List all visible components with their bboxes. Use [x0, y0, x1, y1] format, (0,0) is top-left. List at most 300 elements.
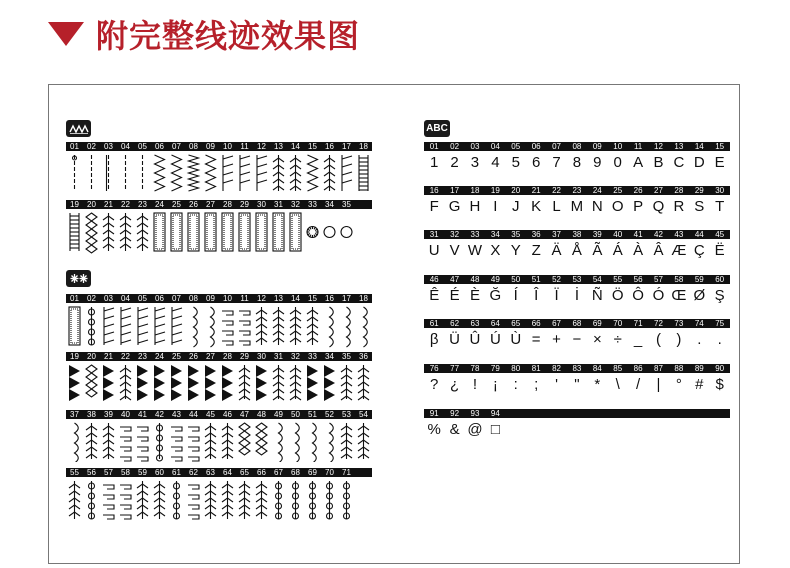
vine-stitch-icon	[287, 304, 304, 348]
alphabet-row-4-char-4: Ğ	[489, 286, 502, 304]
alphabet-row-3-number-42: 42	[654, 230, 663, 239]
alphabet-row-7-chars	[424, 418, 506, 440]
alphabet-row-1-char-8: 8	[572, 153, 582, 171]
utility-row-1-number-10: 10	[223, 142, 232, 151]
alphabet-row-1-char-7: 7	[552, 153, 561, 171]
utility-row-1-number-01: 01	[70, 142, 79, 151]
decorative-row-2-number-31: 31	[274, 352, 283, 361]
straight-stitch-icon	[134, 152, 151, 194]
utility-row-1-number-15: 15	[308, 142, 317, 151]
alphabet-row-2-char-14: S	[694, 197, 705, 215]
alphabet-row-2-char-11: P	[633, 197, 644, 215]
greek-key-stitch-icon	[219, 304, 236, 348]
alphabet-row-7-char-2: &	[449, 420, 460, 438]
alphabet-row-5-char-12: (	[655, 330, 661, 348]
utility-row-2-number-34: 34	[325, 200, 334, 209]
alphabet-row-5-number-71: 71	[633, 319, 643, 328]
decorative-row-3-number-51: 51	[308, 410, 317, 419]
alphabet-row-6-char-12: |	[656, 375, 661, 393]
decorative-row-1-number-17: 17	[342, 294, 351, 303]
alphabet-row-1-number-05: 05	[511, 142, 521, 151]
alphabet-row-3-char-8: Å	[571, 241, 582, 259]
alphabet-row-3-char-10: Á	[612, 241, 623, 259]
chevron-stitch-icon	[355, 362, 372, 402]
alphabet-row-3-number-41: 41	[633, 230, 643, 239]
alphabet-row-2-char-2: G	[448, 197, 461, 215]
alphabet-row-5-char-2: Ü	[449, 330, 460, 348]
alphabet-row-1-char-6: 6	[531, 153, 541, 171]
decorative-row-4-number-59: 59	[138, 468, 147, 477]
utility-row-1-number-07: 07	[172, 142, 181, 151]
alphabet-row-5-number-67: 67	[552, 319, 561, 328]
alphabet-row-4-number-59: 59	[694, 275, 704, 284]
alphabet-row-2-char-1: F	[429, 197, 439, 215]
alphabet-row-6-char-1: ?	[430, 375, 439, 393]
alphabet-row-1-number-15: 15	[715, 142, 725, 151]
utility-row-2-number-35: 35	[342, 200, 351, 209]
alphabet-row-4-char-15: Ş	[714, 286, 725, 304]
alphabet-row-6-chars	[424, 373, 730, 395]
alphabet-row-1-char-15: E	[714, 153, 725, 171]
decorative-row-2-number-28: 28	[223, 352, 232, 361]
leaf-branch-icon	[134, 478, 151, 522]
satin-moon-icon	[304, 362, 321, 402]
stretch-stitch-icon	[117, 152, 134, 194]
utility-row-2-number-22: 22	[121, 200, 130, 209]
decorative-row-2-number-24: 24	[155, 352, 164, 361]
decorative-row-4-number-56: 56	[87, 468, 96, 477]
ladder-stitch-icon	[66, 210, 83, 254]
keyhole-buttonhole-icon	[270, 210, 287, 254]
alphabet-row-4-char-9: Ñ	[591, 286, 603, 304]
alphabet-row-2-chars	[424, 195, 730, 217]
tulip-stitch-icon	[287, 478, 304, 522]
alphabet-row-1-number-12: 12	[654, 142, 663, 151]
lightning-stitch-icon	[83, 304, 100, 348]
satin-diamond-icon	[83, 362, 100, 402]
page-title: 附完整线迹效果图	[96, 17, 361, 55]
alphabet-row-5-number-61: 61	[429, 319, 439, 328]
alphabet-row-6-char-7: '	[555, 375, 558, 393]
alphabet-row-3-number-33: 33	[470, 230, 480, 239]
scallop-stitch-icon	[338, 304, 355, 348]
alphabet-row-4-numbers	[424, 275, 730, 284]
decorative-row-2-number-23: 23	[138, 352, 147, 361]
satin-oval-icon	[321, 362, 338, 402]
decorative-row-2-number-35: 35	[342, 352, 351, 361]
utility-row-2-number-21: 21	[104, 200, 113, 209]
decorative-row-3-number-43: 43	[172, 410, 181, 419]
utility-row-2-number-32: 32	[291, 200, 300, 209]
alphabet-row-3-char-4: X	[490, 241, 501, 259]
utility-row-2-number-26: 26	[189, 200, 198, 209]
buttonhole-stitch-icon	[151, 210, 168, 254]
alphabet-row-2-number-25: 25	[613, 186, 623, 195]
buttonhole-stitch-icon	[236, 210, 253, 254]
decorative-row-3-number-54: 54	[359, 410, 368, 419]
alphabet-row-7-char-4: □	[490, 420, 500, 438]
honeycomb-stitch-icon	[338, 152, 355, 194]
alphabet-row-2-number-18: 18	[470, 186, 480, 195]
alphabet-row-1-char-14: D	[693, 153, 705, 171]
utility-row-2-number-20: 20	[87, 200, 96, 209]
decorative-row-4-number-55: 55	[70, 468, 79, 477]
utility-row-1-number-05: 05	[138, 142, 147, 151]
alphabet-row-4-number-50: 50	[511, 275, 521, 284]
decorative-row-4-number-65: 65	[240, 468, 249, 477]
decorative-row-4-number-64: 64	[223, 468, 232, 477]
alphabet-row-3-char-6: Z	[531, 241, 541, 259]
eyelet-round-icon	[321, 210, 338, 254]
satin-step-icon	[253, 362, 270, 402]
decorative-row-4-number-66: 66	[257, 468, 266, 477]
alphabet-row-1-number-04: 04	[490, 142, 500, 151]
comb-stitch-icon	[100, 304, 117, 348]
alphabet-row-3-number-35: 35	[511, 230, 521, 239]
buttonhole-stitch-icon	[219, 210, 236, 254]
utility-row-1-number-14: 14	[291, 142, 300, 151]
arc-stitch-icon	[66, 420, 83, 462]
alphabet-row-6-number-90: 90	[715, 364, 725, 373]
star-stitch-icon	[66, 270, 91, 287]
utility-row-1-number-12: 12	[257, 142, 266, 151]
decorative-row-1-number-03: 03	[104, 294, 113, 303]
leaf-branch-icon	[202, 478, 219, 522]
alphabet-row-7-number-91: 91	[429, 409, 439, 418]
alphabet-row-6-number-77: 77	[450, 364, 460, 373]
alphabet-row-4-char-8: İ	[574, 286, 580, 304]
overlock-stitch-icon	[270, 152, 287, 194]
decorative-row-2-numbers	[66, 352, 372, 361]
satin-scallop-icon	[134, 362, 151, 402]
alphabet-row-3-chars	[424, 239, 730, 261]
zigzag-stitch-icon	[66, 120, 91, 137]
satin-chevron-icon	[117, 362, 134, 402]
decorative-row-1-number-07: 07	[172, 294, 181, 303]
decorative-row-4-number-62: 62	[189, 468, 198, 477]
oval-chain-icon	[287, 420, 304, 462]
buttonhole-stitch-icon	[185, 210, 202, 254]
alphabet-row-5-number-63: 63	[470, 319, 480, 328]
alphabet-row-5-chars	[424, 328, 730, 350]
alphabet-row-3-char-15: Ë	[714, 241, 725, 259]
utility-row-1-number-13: 13	[274, 142, 283, 151]
leaf-branch-icon	[66, 478, 83, 522]
decorative-row-4-number-68: 68	[291, 468, 300, 477]
alphabet-row-4-number-48: 48	[470, 275, 480, 284]
alphabet-row-3-char-9: Ã	[592, 241, 603, 259]
decorative-row-3-number-52: 52	[325, 410, 334, 419]
serpentine-stitch-icon	[355, 304, 372, 348]
alphabet-row-1-number-02: 02	[450, 142, 460, 151]
alphabet-row-3-number-31: 31	[429, 230, 439, 239]
alphabet-row-2-numbers	[424, 186, 730, 195]
decorative-row-3-number-49: 49	[274, 410, 283, 419]
wheat-stitch-icon	[236, 478, 253, 522]
scroll-stitch-icon	[168, 420, 185, 462]
utility-row-1-number-06: 06	[155, 142, 164, 151]
zigzag-stitch-icon	[151, 152, 168, 194]
alphabet-row-3-char-7: Ä	[551, 241, 562, 259]
alphabet-row-6-number-87: 87	[654, 364, 663, 373]
utility-row-1-number-03: 03	[104, 142, 113, 151]
alphabet-row-1-number-11: 11	[633, 142, 643, 151]
decorative-row-4-number-60: 60	[155, 468, 164, 477]
decorative-row-1-number-14: 14	[291, 294, 300, 303]
decorative-row-3-number-46: 46	[223, 410, 232, 419]
utility-row-2-numbers	[66, 200, 372, 209]
leaf-branch-icon	[219, 478, 236, 522]
alphabet-row-5-number-75: 75	[715, 319, 725, 328]
triangle-marker-icon	[48, 22, 84, 46]
decorative-row-2-number-36: 36	[359, 352, 368, 361]
scroll-stitch-icon	[100, 478, 117, 522]
alphabet-row-5-number-69: 69	[592, 319, 602, 328]
eyelet-sun-icon	[304, 210, 321, 254]
alphabet-row-6-number-89: 89	[694, 364, 704, 373]
alphabet-row-4-char-6: Î	[534, 286, 539, 304]
utility-row-1-number-16: 16	[325, 142, 334, 151]
arrow-satin-icon	[100, 420, 117, 462]
alphabet-row-2-number-30: 30	[715, 186, 725, 195]
triple-straight-stitch-icon	[100, 152, 117, 194]
alphabet-row-4-number-52: 52	[552, 275, 561, 284]
alphabet-row-1-char-2: 2	[450, 153, 459, 171]
cross-stitch-icon	[83, 210, 100, 254]
utility-row-1-number-11: 11	[240, 142, 249, 151]
alphabet-row-2-number-29: 29	[694, 186, 704, 195]
alphabet-row-6-number-84: 84	[592, 364, 602, 373]
scroll-stitch-icon	[185, 420, 202, 462]
alphabet-row-4-char-14: Ø	[693, 286, 706, 304]
alphabet-row-2-char-15: T	[715, 197, 725, 215]
alphabet-row-2-number-26: 26	[633, 186, 643, 195]
alphabet-row-5-number-70: 70	[613, 319, 623, 328]
alphabet-row-4-number-60: 60	[715, 275, 725, 284]
decorative-row-1-number-09: 09	[206, 294, 215, 303]
alphabet-badge: ABC	[424, 120, 450, 137]
decorative-row-3-number-38: 38	[87, 410, 96, 419]
satin-chevron-icon	[287, 362, 304, 402]
alphabet-row-7-number-93: 93	[470, 409, 480, 418]
alphabet-row-5-numbers	[424, 319, 730, 328]
section-header	[48, 12, 360, 56]
decorative-row-2-number-33: 33	[308, 352, 317, 361]
decorative-row-3-number-40: 40	[121, 410, 130, 419]
alphabet-row-6-number-83: 83	[572, 364, 582, 373]
decorative-row-1-number-11: 11	[240, 294, 249, 303]
alphabet-row-6-number-76: 76	[429, 364, 439, 373]
oval-chain-icon	[304, 420, 321, 462]
alphabet-row-6-char-8: "	[574, 375, 580, 393]
ric-rac-stitch-icon	[304, 152, 321, 194]
utility-row-2-number-25: 25	[172, 200, 181, 209]
utility-row-1-numbers	[66, 142, 372, 151]
alphabet-row-6-char-5: :	[513, 375, 518, 393]
alphabet-row-2-number-28: 28	[674, 186, 684, 195]
alphabet-row-1-number-07: 07	[552, 142, 561, 151]
utility-row-2-number-33: 33	[308, 200, 317, 209]
alphabet-row-3-char-13: Æ	[671, 241, 687, 259]
decorative-row-1-stitches	[66, 304, 372, 348]
three-step-zigzag-icon	[185, 152, 202, 194]
utility-row-1-number-17: 17	[342, 142, 351, 151]
alphabet-row-7-numbers	[424, 409, 730, 418]
blanket-stitch-icon	[168, 304, 185, 348]
chevron-stitch-icon	[219, 420, 236, 462]
decorative-row-2-number-30: 30	[257, 352, 266, 361]
alphabet-row-1-number-09: 09	[592, 142, 602, 151]
decorative-row-3-number-42: 42	[155, 410, 164, 419]
alphabet-row-1-number-01: 01	[429, 142, 439, 151]
alphabet-row-6-char-4: ¡	[492, 375, 498, 393]
stretch-blind-hem-icon	[253, 152, 270, 194]
alphabet-row-3-number-37: 37	[552, 230, 561, 239]
eyelet-round-icon	[338, 210, 355, 254]
scroll-stitch-icon	[117, 420, 134, 462]
alphabet-row-6-number-85: 85	[613, 364, 623, 373]
alphabet-row-5-char-5: Ù	[510, 330, 522, 348]
alphabet-row-4-number-51: 51	[531, 275, 541, 284]
alphabet-row-2-char-7: L	[552, 197, 561, 215]
decorative-row-3-number-47: 47	[240, 410, 249, 419]
leaf-branch-icon	[151, 478, 168, 522]
utility-row-2-number-23: 23	[138, 200, 147, 209]
chevron-stitch-icon	[100, 210, 117, 254]
alphabet-row-5-number-62: 62	[450, 319, 460, 328]
decorative-row-4-number-71: 71	[342, 468, 351, 477]
alphabet-row-2-char-3: H	[469, 197, 481, 215]
alphabet-row-4-char-11: Ô	[632, 286, 644, 304]
satin-step-icon	[219, 362, 236, 402]
decorative-row-1-number-13: 13	[274, 294, 283, 303]
utility-row-2-stitches	[66, 210, 355, 254]
utility-row-2-number-28: 28	[223, 200, 232, 209]
alphabet-row-5-number-68: 68	[572, 319, 582, 328]
utility-row-1-stitches	[66, 152, 372, 194]
satin-chevron-icon	[236, 362, 253, 402]
utility-row-1-number-04: 04	[121, 142, 130, 151]
alphabet-row-2-char-6: K	[531, 197, 542, 215]
decorative-row-3-number-50: 50	[291, 410, 300, 419]
alphabet-row-3-number-32: 32	[450, 230, 460, 239]
alphabet-row-5-char-11: _	[633, 330, 643, 348]
alphabet-row-5-char-3: Û	[469, 330, 481, 348]
straight-stitch-left-icon	[66, 152, 83, 194]
decorative-row-1-number-05: 05	[138, 294, 147, 303]
alphabet-row-6-char-13: °	[675, 375, 682, 393]
alphabet-row-3-number-39: 39	[592, 230, 602, 239]
alphabet-row-7-char-1: %	[427, 420, 441, 438]
alphabet-row-4-number-54: 54	[592, 275, 602, 284]
arrow-stitch-icon	[117, 210, 134, 254]
alphabet-row-3-char-1: U	[428, 241, 440, 259]
alphabet-row-3-char-11: À	[633, 241, 644, 259]
alphabet-row-1-char-1: 1	[430, 153, 439, 171]
satin-chevron-icon	[270, 362, 287, 402]
alphabet-row-2-number-20: 20	[511, 186, 521, 195]
utility-row-2-number-27: 27	[206, 200, 215, 209]
decorative-row-2-number-32: 32	[291, 352, 300, 361]
alphabet-row-2-number-17: 17	[450, 186, 460, 195]
alphabet-row-5-char-15: .	[717, 330, 722, 348]
comb-stitch-icon	[151, 304, 168, 348]
alphabet-row-4-number-53: 53	[572, 275, 582, 284]
decorative-row-1-number-18: 18	[359, 294, 368, 303]
alphabet-row-3-number-45: 45	[715, 230, 725, 239]
alphabet-row-4-char-10: Ö	[611, 286, 624, 304]
alphabet-row-3-number-36: 36	[531, 230, 541, 239]
alphabet-row-5-char-10: ÷	[613, 330, 622, 348]
decorative-row-2-number-34: 34	[325, 352, 334, 361]
alphabet-row-4-char-1: Ê	[429, 286, 440, 304]
alphabet-row-3-number-40: 40	[613, 230, 623, 239]
alphabet-row-3-number-34: 34	[490, 230, 500, 239]
tulip-stitch-icon	[270, 478, 287, 522]
ladder-stitch-icon	[355, 152, 372, 194]
alphabet-row-5-char-14: .	[697, 330, 702, 348]
alphabet-row-1-number-06: 06	[531, 142, 541, 151]
decorative-row-1-number-10: 10	[223, 294, 232, 303]
decorative-row-2-number-20: 20	[87, 352, 96, 361]
alphabet-row-5-number-65: 65	[511, 319, 521, 328]
alphabet-row-5-char-1: β	[429, 330, 439, 348]
utility-row-1-number-02: 02	[87, 142, 96, 151]
alphabet-row-1-number-10: 10	[613, 142, 623, 151]
chevron-stitch-icon	[338, 362, 355, 402]
alphabet-row-4-number-47: 47	[450, 275, 460, 284]
decorative-row-2-stitches	[66, 362, 372, 402]
decorative-row-1-number-08: 08	[189, 294, 198, 303]
alphabet-row-3-char-3: W	[467, 241, 483, 259]
decorative-row-3-number-45: 45	[206, 410, 215, 419]
chevron-stitch-icon	[202, 420, 219, 462]
decorative-row-3-number-37: 37	[70, 410, 79, 419]
diamond-stitch-icon	[253, 420, 270, 462]
alphabet-row-2-char-10: O	[611, 197, 624, 215]
decorative-row-1-number-06: 06	[155, 294, 164, 303]
alphabet-row-6-number-86: 86	[633, 364, 643, 373]
utility-row-2-number-29: 29	[240, 200, 249, 209]
greek-key-stitch-icon	[236, 304, 253, 348]
utility-row-2-number-24: 24	[155, 200, 164, 209]
blind-hem-stretch-icon	[236, 152, 253, 194]
alphabet-row-6-char-6: ;	[534, 375, 539, 393]
scallop-fill-icon	[321, 420, 338, 462]
buttonhole-stitch-icon	[253, 210, 270, 254]
decorative-row-4-number-63: 63	[206, 468, 215, 477]
satin-triangle-icon	[66, 362, 83, 402]
alphabet-row-7-number-92: 92	[450, 409, 460, 418]
satin-scallop-icon	[100, 362, 117, 402]
alphabet-row-3-char-2: V	[449, 241, 460, 259]
alphabet-row-4-number-57: 57	[654, 275, 663, 284]
alphabet-row-2-char-9: N	[591, 197, 603, 215]
alphabet-row-4-number-56: 56	[633, 275, 643, 284]
decorative-row-3-number-41: 41	[138, 410, 147, 419]
alphabet-row-2-number-24: 24	[592, 186, 602, 195]
alphabet-row-2-char-4: I	[493, 197, 498, 215]
alphabet-row-6-char-9: *	[594, 375, 601, 393]
decorative-row-1-number-12: 12	[257, 294, 266, 303]
decorative-row-2-number-21: 21	[104, 352, 113, 361]
decorative-row-2-number-27: 27	[206, 352, 215, 361]
alphabet-row-5-number-64: 64	[490, 319, 500, 328]
zigzag-wide-stitch-icon	[168, 152, 185, 194]
buttonhole-stitch-icon	[202, 210, 219, 254]
satin-oval-icon	[151, 362, 168, 402]
alphabet-row-6-char-10: \	[615, 375, 620, 393]
